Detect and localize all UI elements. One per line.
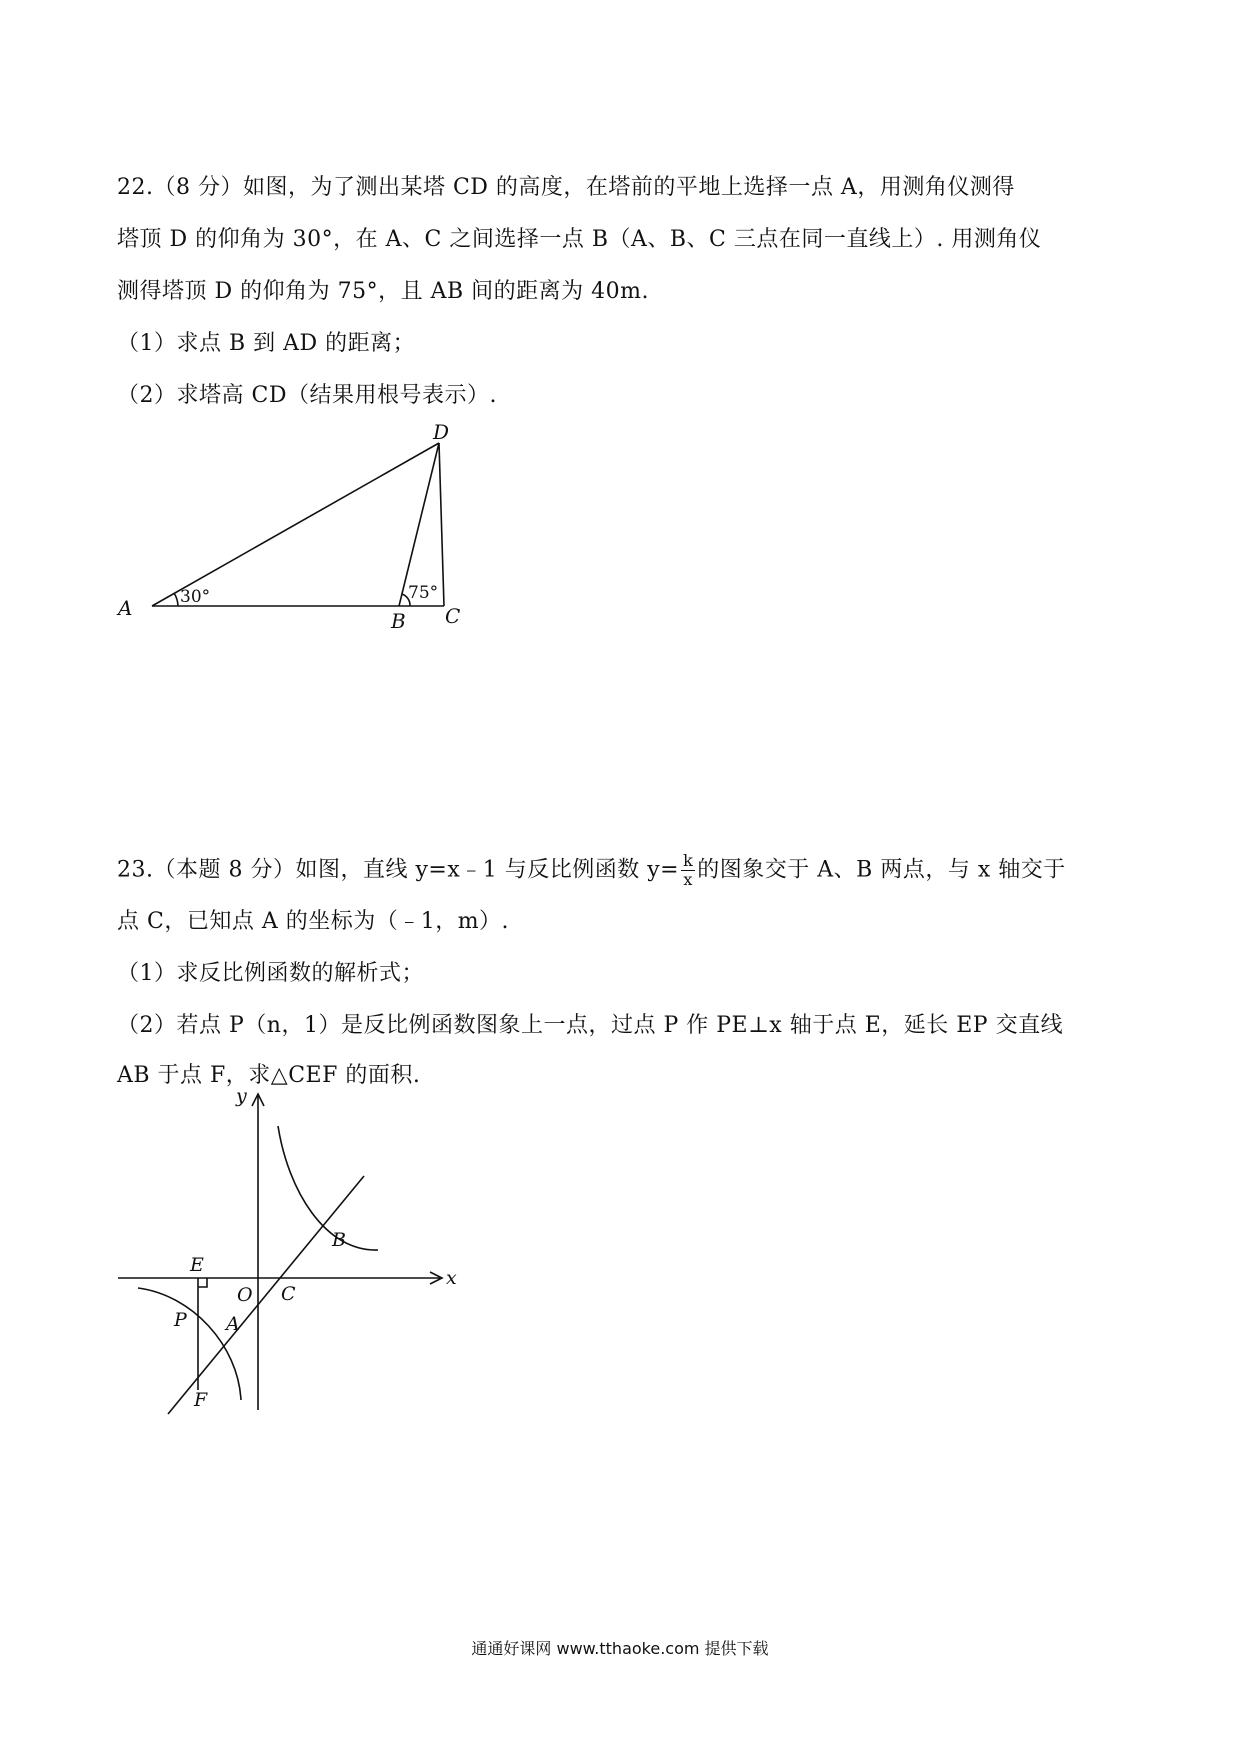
fraction-k-over-x: [681, 852, 695, 889]
label-P: P: [174, 1309, 187, 1331]
q23-part-1: （1）求反比例函数的解析式；: [117, 961, 424, 986]
angle-label-B: 75°: [408, 583, 439, 603]
angle-arc-A: [174, 593, 178, 606]
q23-figure: [110, 1090, 470, 1420]
q22-part-1: （1）求点 B 到 AD 的距离；: [117, 331, 416, 356]
q23-line-2: 点 C，已知点 A 的坐标为（﹣1，m）.: [117, 909, 510, 934]
q23-part-2b: AB 于点 F，求△CEF 的面积.: [117, 1063, 421, 1088]
footer-download-notice: 通通好课网 www.tthaoke.com 提供下载: [471, 1639, 769, 1658]
label-O: O: [237, 1284, 253, 1306]
label-D: D: [433, 420, 450, 444]
q22-figure: [110, 420, 470, 640]
q22-line-2: 塔顶 D 的仰角为 30°，在 A、C 之间选择一点 B（A、B、C 三点在同一直线上）. 用测角仪: [117, 227, 1042, 252]
label-F: F: [194, 1389, 208, 1411]
segment-CD: [439, 443, 444, 606]
segment-AD: [152, 443, 439, 606]
fraction-numerator: k: [683, 851, 694, 870]
label-x: x: [446, 1267, 457, 1289]
q22-line-1: 22.（8 分）如图，为了测出某塔 CD 的高度，在塔前的平地上选择一点 A，用测角仪测得: [117, 175, 1015, 200]
fraction-denominator: x: [683, 870, 693, 889]
segment-BD: [399, 443, 439, 606]
q23-line-1-pre: 23.（本题 8 分）如图，直线 y=x﹣1 与反比例函数 y=: [117, 857, 680, 883]
q23-part-2: （2）若点 P（n，1）是反比例函数图象上一点，过点 P 作 PE⊥x 轴于点 E，延长 EP 交直线: [117, 1013, 1064, 1038]
label-A: A: [118, 596, 133, 620]
hyperbola-branch-1: [278, 1126, 378, 1250]
label-y: y: [236, 1090, 247, 1107]
label-C: C: [281, 1283, 296, 1305]
label-B: B: [391, 609, 406, 633]
right-angle-mark: [198, 1278, 207, 1287]
q22-line-3: 测得塔顶 D 的仰角为 75°，且 AB 间的距离为 40m.: [117, 279, 649, 304]
q23-line-1: [117, 852, 1066, 889]
angle-label-A: 30°: [180, 587, 211, 607]
q22-part-2: （2）求塔高 CD（结果用根号表示）.: [117, 383, 497, 408]
q23-line-1-post: 的图象交于 A、B 两点，与 x 轴交于: [697, 857, 1066, 883]
label-C: C: [445, 604, 461, 628]
label-B: B: [332, 1229, 346, 1251]
label-E: E: [190, 1254, 204, 1276]
label-A: A: [226, 1313, 240, 1335]
